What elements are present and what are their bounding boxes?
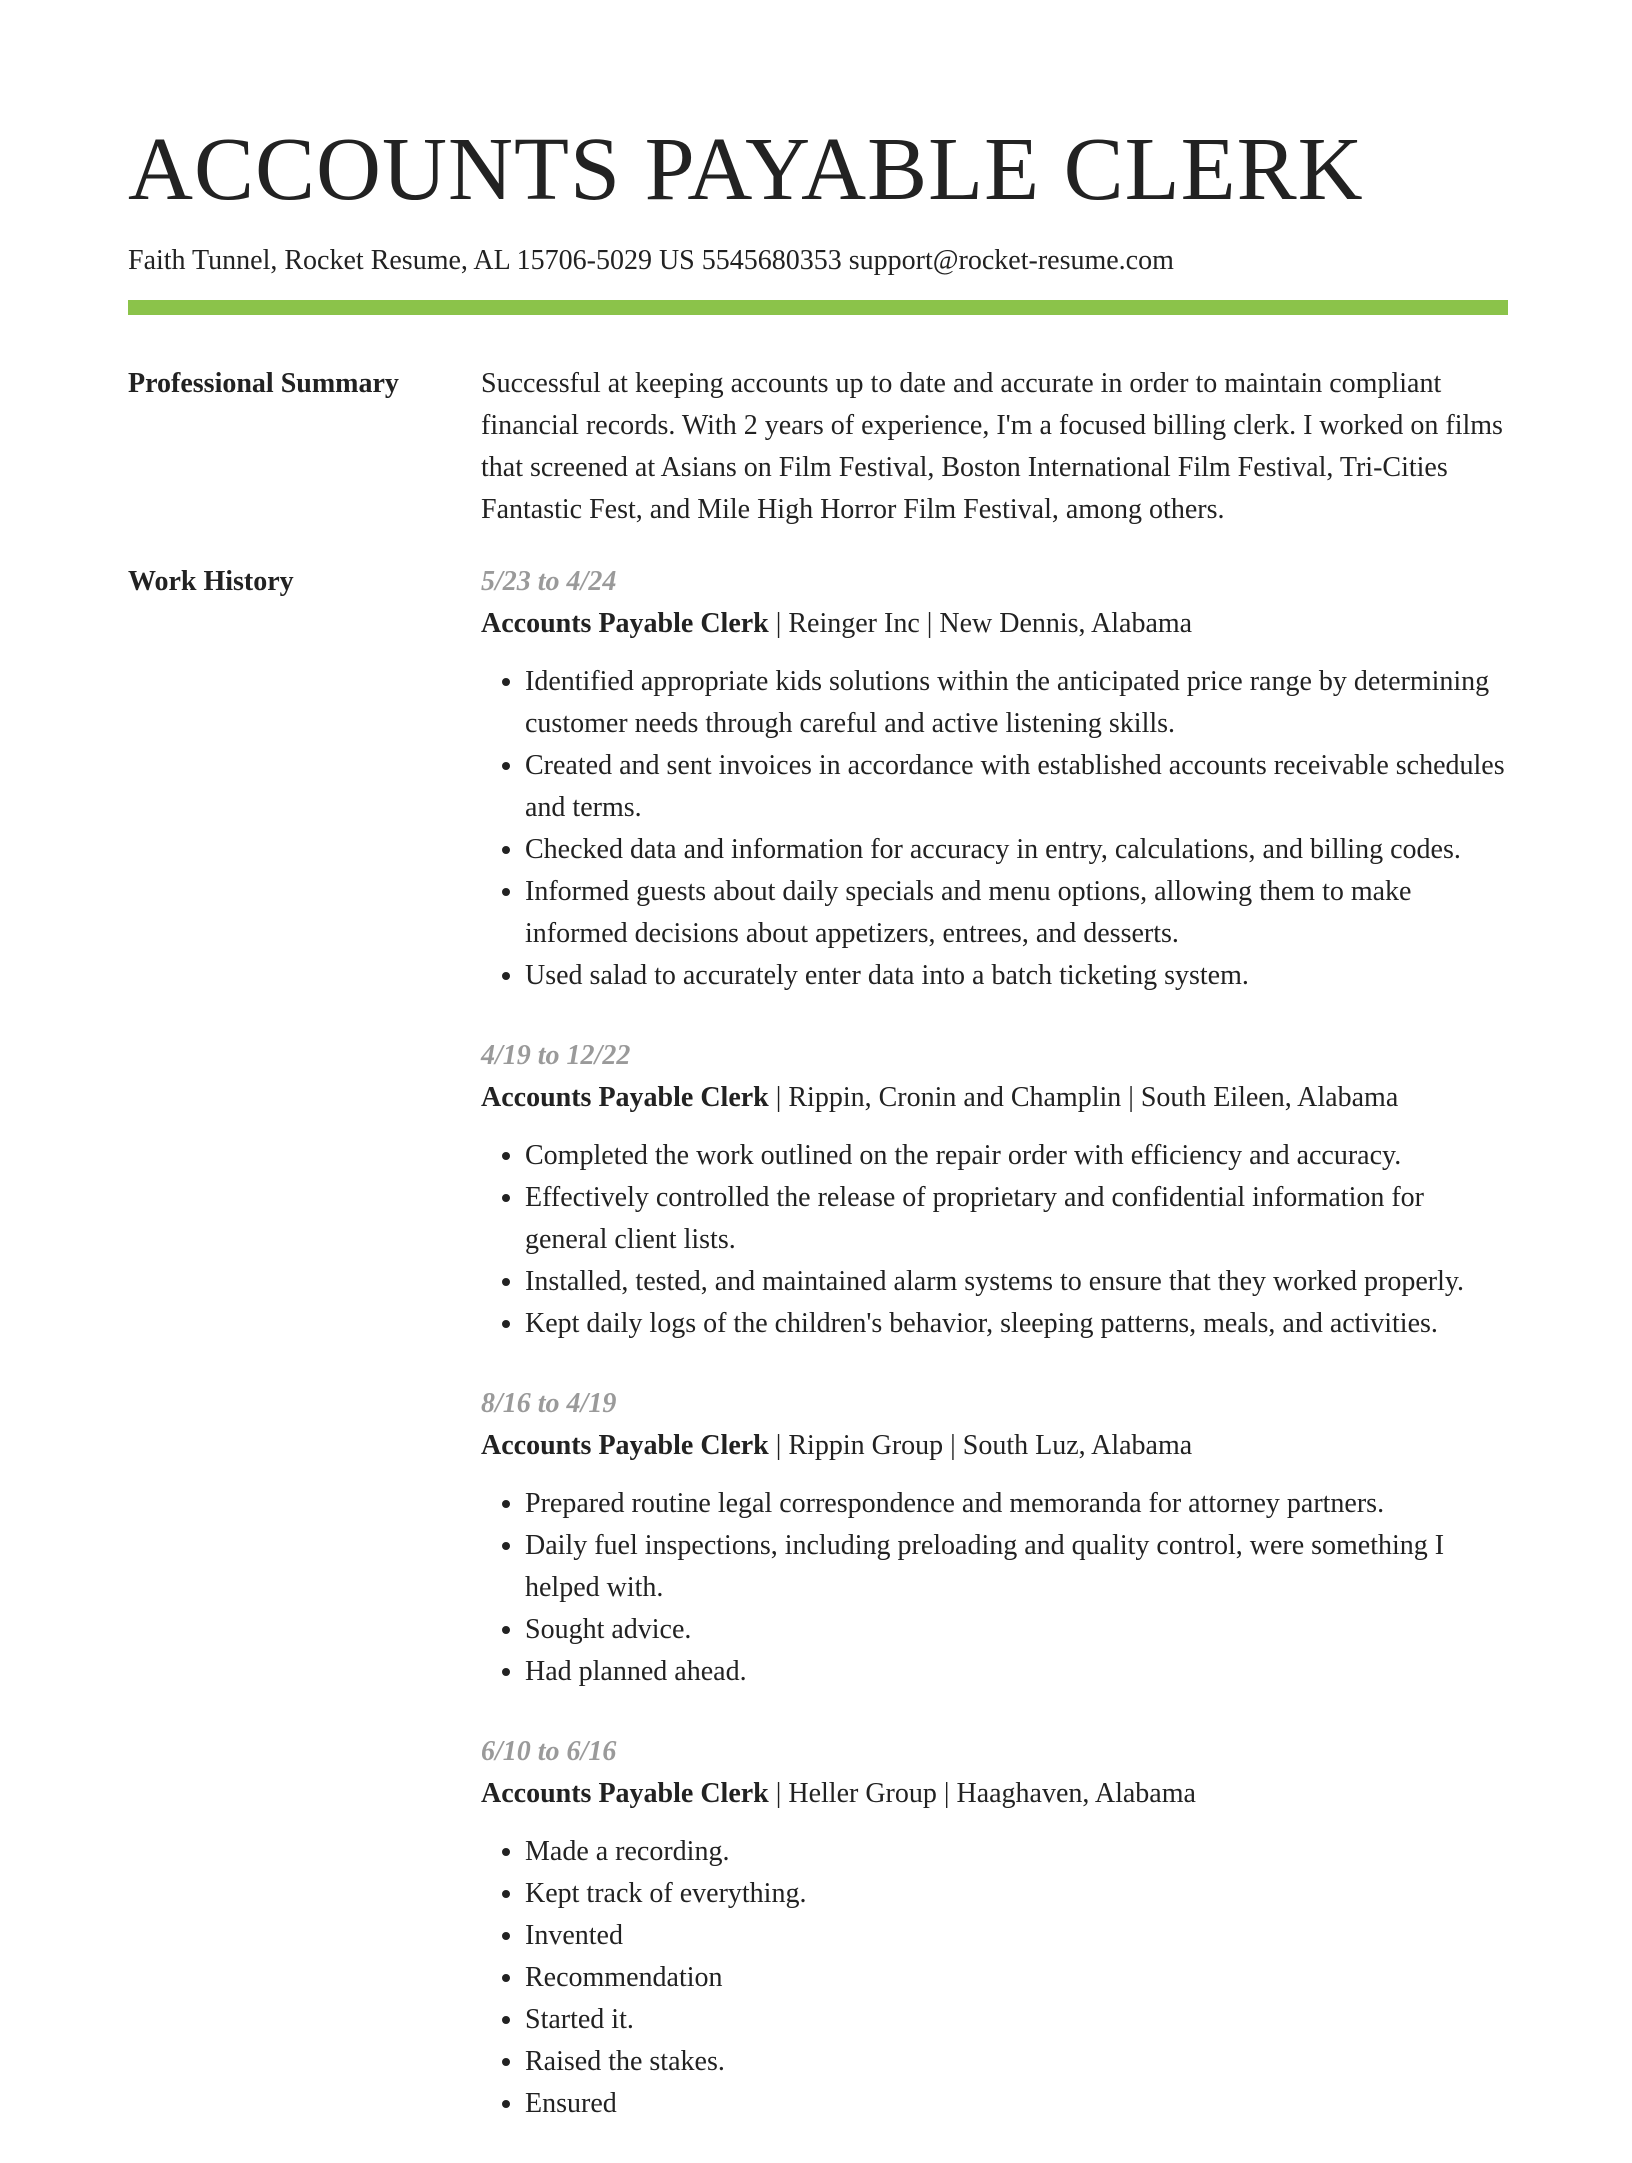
job-entry bbox=[481, 1035, 1508, 1345]
job-bullets bbox=[481, 1831, 1508, 2125]
summary-body bbox=[481, 363, 1508, 531]
job-dates: 8/16 to 4/19 bbox=[481, 1388, 617, 1419]
job-bullet: • Identified appropriate kids solutions within the anticipated price range by determining customer needs through careful and active listening skills. bbox=[525, 661, 1508, 745]
job-bullet: • Daily fuel inspections, including preloading and quality control, were something I helped with. bbox=[525, 1525, 1508, 1609]
job-details: | Reinger Inc | New Dennis, Alabama bbox=[768, 608, 1193, 639]
job-dates: 6/10 to 6/16 bbox=[481, 1736, 617, 1767]
job-bullet: • Sought advice. bbox=[525, 1609, 1508, 1651]
accent-divider bbox=[128, 300, 1508, 315]
job-heading bbox=[481, 1773, 1508, 1815]
job-bullet: • Kept track of everything. bbox=[525, 1873, 1508, 1915]
job-title: Accounts Payable Clerk bbox=[481, 1430, 769, 1461]
job-bullet: • Invented bbox=[525, 1915, 1508, 1957]
job-bullet: • Checked data and information for accuracy in entry, calculations, and billing codes. bbox=[525, 829, 1508, 871]
job-bullet: • Started it. bbox=[525, 1999, 1508, 2041]
job-details: | Rippin, Cronin and Champlin | South Eileen, Alabama bbox=[768, 1082, 1399, 1113]
job-bullet: • Made a recording. bbox=[525, 1831, 1508, 1873]
job-details: | Heller Group | Haaghaven, Alabama bbox=[768, 1778, 1196, 1809]
work-history-section bbox=[128, 561, 1508, 2163]
job-bullets bbox=[481, 1135, 1508, 1345]
job-entry bbox=[481, 1383, 1508, 1693]
job-details: | Rippin Group | South Luz, Alabama bbox=[768, 1430, 1193, 1461]
contact-line: Faith Tunnel, Rocket Resume, AL 15706-5029 US 5545680353 support@rocket-resume.com bbox=[128, 245, 1174, 276]
job-title: Accounts Payable Clerk bbox=[481, 1778, 769, 1809]
section-heading-summary: Professional Summary bbox=[128, 368, 399, 399]
job-bullet: • Created and sent invoices in accordance with established accounts receivable schedules and terms. bbox=[525, 745, 1508, 829]
job-dates: 4/19 to 12/22 bbox=[481, 1040, 631, 1071]
summary-text: Successful at keeping accounts up to date and accurate in order to maintain compliant financial records. With 2 years of experience, I'm a focused billing clerk. I worked on films that screened at Asians on Film Festival, Boston International Film Festival, Tri-Cities Fantastic Fest, and Mile High Horror Film Festival, among others. bbox=[481, 368, 1503, 525]
job-title: Accounts Payable Clerk bbox=[481, 1082, 769, 1113]
job-bullet: • Informed guests about daily specials and menu options, allowing them to make informed decisions about appetizers, entrees, and desserts. bbox=[525, 871, 1508, 955]
professional-summary-section bbox=[128, 363, 1508, 531]
job-bullet: • Installed, tested, and maintained alarm systems to ensure that they worked properly. bbox=[525, 1261, 1508, 1303]
job-bullets bbox=[481, 1483, 1508, 1693]
job-title: Accounts Payable Clerk bbox=[481, 608, 769, 639]
job-entry bbox=[481, 1731, 1508, 2125]
job-bullet: • Completed the work outlined on the repair order with efficiency and accuracy. bbox=[525, 1135, 1508, 1177]
job-bullet: • Effectively controlled the release of proprietary and confidential information for general client lists. bbox=[525, 1177, 1508, 1261]
job-bullet: • Ensured bbox=[525, 2083, 1508, 2125]
resume-title: ACCOUNTS PAYABLE CLERK bbox=[128, 120, 1364, 219]
job-bullet: • Recommendation bbox=[525, 1957, 1508, 1999]
job-bullet: • Kept daily logs of the children's behavior, sleeping patterns, meals, and activities. bbox=[525, 1303, 1508, 1345]
job-bullet: • Used salad to accurately enter data into a batch ticketing system. bbox=[525, 955, 1508, 997]
job-heading bbox=[481, 1425, 1508, 1467]
work-history-body bbox=[481, 561, 1508, 2163]
job-bullet: • Had planned ahead. bbox=[525, 1651, 1508, 1693]
resume-page bbox=[128, 0, 1508, 2163]
job-heading bbox=[481, 603, 1508, 645]
job-heading bbox=[481, 1077, 1508, 1119]
job-bullet: • Prepared routine legal correspondence and memoranda for attorney partners. bbox=[525, 1483, 1508, 1525]
job-dates: 5/23 to 4/24 bbox=[481, 566, 617, 597]
job-entry bbox=[481, 561, 1508, 997]
section-heading-work: Work History bbox=[128, 566, 294, 597]
job-bullet: • Raised the stakes. bbox=[525, 2041, 1508, 2083]
job-bullets bbox=[481, 661, 1508, 997]
